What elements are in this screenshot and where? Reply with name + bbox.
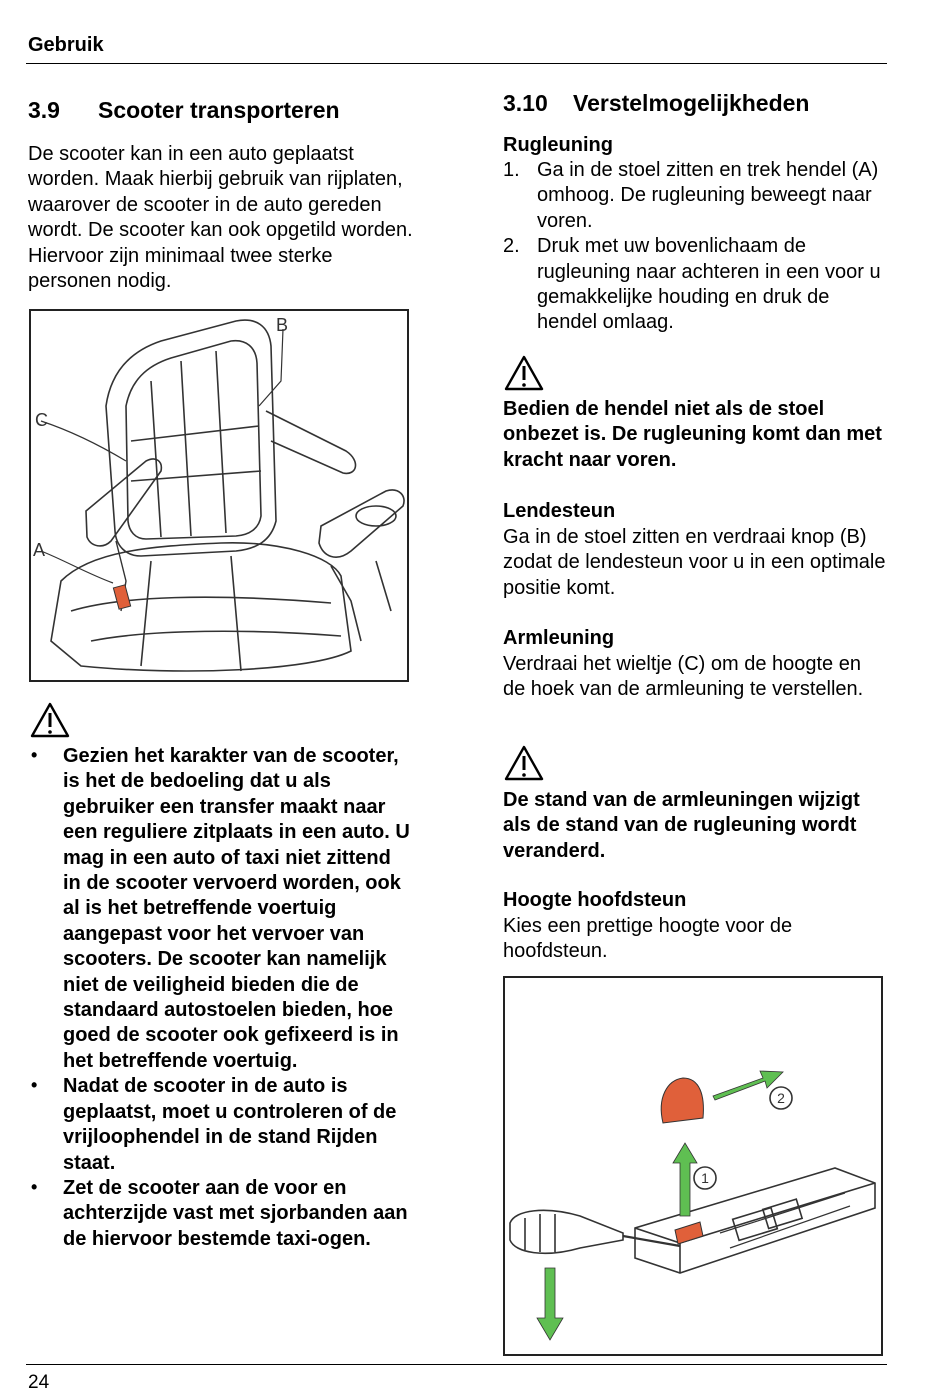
heading-number: 3.10 <box>503 90 548 116</box>
lock-slider-highlight <box>675 1222 703 1244</box>
warning-icon-armleuning <box>504 745 544 781</box>
label-a: A <box>33 540 46 560</box>
headrest-knob-highlight <box>661 1078 703 1123</box>
label-b: B <box>276 315 289 335</box>
arrow-down-icon <box>537 1268 563 1340</box>
warning-icon-rugleuning <box>504 355 544 391</box>
scooter-seat-figure <box>29 309 409 682</box>
armleuning-warning: De stand van de armleuningen wijzigt als de stand van de rugleuning wordt veranderd. <box>503 789 860 862</box>
heading-number: 3.9 <box>28 97 60 123</box>
bullet-icon: • <box>31 1075 38 1096</box>
bullet-icon: • <box>31 745 38 765</box>
footer-rule <box>26 1364 887 1365</box>
step-1-label: 1 <box>701 1170 709 1186</box>
page-number: 24 <box>28 1372 50 1393</box>
rugleuning-steps <box>503 158 887 336</box>
headrest-illustration <box>505 978 881 1354</box>
section-3-9-heading <box>28 97 423 124</box>
warning-triangle-icon <box>30 702 70 738</box>
lendesteun-text: Ga in de stoel zitten en verdraai knop (B) zodat de lendesteun voor u in een optimale positie komt. <box>503 526 886 599</box>
label-c: C <box>35 410 48 430</box>
rugleuning-warning: Bedien de hendel niet als de stoel onbezet is. De rugleuning komt dan met kracht naar voren. <box>503 398 882 471</box>
list-item: 1. Ga in de stoel zitten en trek hendel (A) omhoog. De rugleuning beweegt naar voren. <box>503 159 879 232</box>
warning-triangle-icon <box>504 745 544 781</box>
section-header-label: Gebruik <box>28 34 104 56</box>
list-item: 2. Druk met uw bovenlichaam de rugleuning naar achteren in een voor u gemakkelijke houding en druk de hendel omlaag. <box>503 235 881 334</box>
step-2-label: 2 <box>777 1090 785 1106</box>
armleuning-text: Verdraai het wieltje (C) om de hoogte en de hoek van de armleuning te verstellen. <box>503 653 864 701</box>
seat-illustration <box>31 311 407 680</box>
headrest-adjust-figure <box>503 976 883 1356</box>
warning-triangle-icon <box>504 355 544 391</box>
lendesteun-title: Lendesteun <box>503 500 616 522</box>
header-rule <box>26 63 887 64</box>
hoofdsteun-title: Hoogte hoofdsteun <box>503 889 687 911</box>
list-item: • Zet de scooter aan de voor en achterzijde vast met sjorbanden aan de hiervoor bestemde taxi-ogen. <box>31 1176 408 1250</box>
section-3-10-heading <box>503 90 893 117</box>
list-item: • Gezien het karakter van de scooter, is het de bedoeling dat u als gebruiker een transfer maakt naar een reguliere zitplaats in een auto. U mag in een auto of taxi niet zittend in de scooter vervoerd worden, ook al is het betreffende voertuig aangepast voor het vervoer van scooters. De scooter kan namelijk niet de veiligheid bieden die de standaard autostoelen bieden, hoe goed de scooter ook gefixeerd is in het betreffende voertuig. <box>31 745 410 1072</box>
warning-icon-left <box>30 702 70 738</box>
heading-title: Verstelmogelijkheden <box>573 90 810 116</box>
bullet-icon: • <box>31 1176 38 1197</box>
list-item: • Nadat de scooter in de auto is geplaatst, moet u controleren of de vrijloophendel in de stand Rijden staat. <box>31 1075 397 1174</box>
lever-a-highlight <box>113 585 130 609</box>
hoofdsteun-text: Kies een prettige hoogte voor de hoofdsteun. <box>503 915 793 963</box>
transport-intro-text: De scooter kan in een auto geplaatst worden. Maak hierbij gebruik van rijplaten, waarover de scooter in de auto gereden wordt. De scooter kan ook opgetild worden. Hiervoor zijn minimaal twee sterke personen nodig. <box>28 143 413 293</box>
armleuning-title: Armleuning <box>503 627 615 649</box>
rugleuning-title: Rugleuning <box>503 134 613 156</box>
heading-title: Scooter transporteren <box>98 97 340 123</box>
arrow-right-icon <box>713 1071 783 1100</box>
transport-warning-list <box>28 744 414 1252</box>
